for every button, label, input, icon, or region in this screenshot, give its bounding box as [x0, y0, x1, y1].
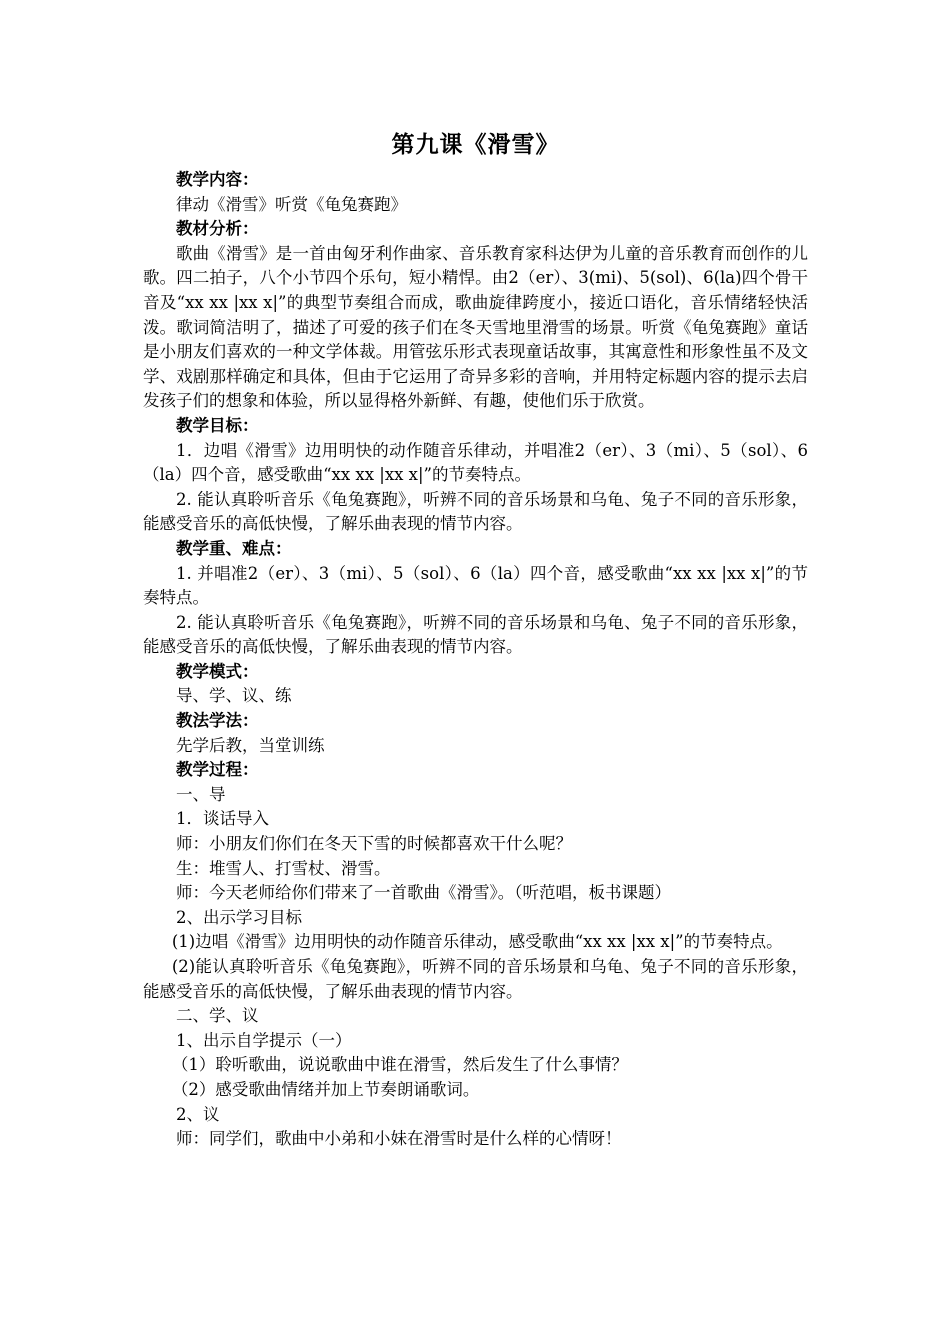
section-heading-key-points: 教学重、难点： [176, 538, 292, 558]
paragraph-method: 先学后教，当堂训练 [176, 735, 325, 755]
paragraph-goal-item-2: (2)能认真聆听音乐《龟兔赛跑》，听辨不同的音乐场景和乌龟、兔子不同的音乐形象，能感受音乐的高低快慢，了解乐曲表现的情节内容。 [143, 957, 808, 1001]
paragraph-key-point-1: 1. 并唱准2（er）、3（mi）、5（sol）、6（la）四个音，感受歌曲“xx xx |xx x|”的节奏特点。 [143, 563, 808, 608]
paragraph-teacher-discuss: 师：同学们，歌曲中小弟和小妹在滑雪时是什么样的心情呀！ [176, 1129, 622, 1149]
section-heading-method: 教法学法： [176, 711, 259, 731]
paragraph-self-study: 1、出示自学提示（一） [176, 1030, 352, 1050]
section-heading-mode: 教学模式： [176, 661, 259, 681]
paragraph-teacher-intro: 师：今天老师给你们带来了一首歌曲《滑雪》。（听范唱，板书课题） [176, 883, 671, 903]
paragraph-mode: 导、学、议、练 [176, 686, 292, 706]
document-page [143, 128, 808, 1152]
paragraph-goal-2: 2. 能认真聆听音乐《龟兔赛跑》，听辨不同的音乐场景和乌龟、兔子不同的音乐形象，能感受音乐的高低快慢，了解乐曲表现的情节内容。 [143, 489, 808, 534]
paragraph-goal-item-1: (1)边唱《滑雪》边用明快的动作随音乐律动，感受歌曲“xx xx |xx x|”的节奏特点。 [171, 932, 783, 952]
paragraph-analysis: 歌曲《滑雪》是一首由匈牙利作曲家、音乐教育家科达伊为儿童的音乐教育而创作的儿歌。四二拍子，八个小节四个乐句，短小精悍。由2（er）、3(mi)、5(sol)、6(la)四个骨干音及“xx xx |xx x|”的典型节奏组合而成，歌曲旋律跨度小，接近口语化，音乐情绪轻快活泼。歌词简洁明了，描述了可爱的孩子们在冬天雪地里滑雪的场景。听赏《龟兔赛跑》童话是小朋友们喜欢的一种文学体裁。用管弦乐形式表现童话故事，其寓意性和形象性虽不及文学、戏剧那样确定和具体，但由于它运用了奇异多彩的音响，并用特定标题内容的提示去启发孩子们的想象和体验，所以显得格外新鲜、有趣，使他们乐于欣赏。 [143, 243, 808, 411]
section-heading-process: 教学过程： [176, 760, 259, 780]
document-title: 第九课《滑雪》 [391, 132, 560, 158]
paragraph-step-learn: 二、学、议 [176, 1006, 259, 1026]
paragraph-self-study-1: （1）聆听歌曲，说说歌曲中谁在滑雪，然后发生了什么事情？ [171, 1055, 628, 1075]
section-heading-analysis: 教材分析： [176, 219, 259, 239]
paragraph-content: 律动《滑雪》听赏《龟兔赛跑》 [176, 194, 407, 214]
paragraph-student-answer: 生：堆雪人、打雪杖、滑雪。 [176, 858, 391, 878]
section-heading-content: 教学内容： [176, 170, 259, 189]
paragraph-self-study-2: （2）感受歌曲情绪并加上节奏朗诵歌词。 [171, 1079, 480, 1099]
section-heading-goals: 教学目标： [176, 415, 259, 435]
paragraph-step-guide: 一、导 [176, 784, 226, 804]
paragraph-goal-1: 1．边唱《滑雪》边用明快的动作随音乐律动，并唱准2（er）、3（mi）、5（sol）、6（la）四个音，感受歌曲“xx xx |xx x|”的节奏特点。 [143, 440, 808, 485]
paragraph-teacher-question: 师：小朋友们你们在冬天下雪的时候都喜欢干什么呢？ [176, 834, 572, 854]
paragraph-show-goals: 2、出示学习目标 [176, 907, 302, 927]
paragraph-intro-talk: 1．谈话导入 [176, 809, 269, 829]
paragraph-discuss: 2、议 [176, 1104, 220, 1124]
paragraph-key-point-2: 2. 能认真聆听音乐《龟兔赛跑》，听辨不同的音乐场景和乌龟、兔子不同的音乐形象，能感受音乐的高低快慢，了解乐曲表现的情节内容。 [143, 612, 808, 657]
